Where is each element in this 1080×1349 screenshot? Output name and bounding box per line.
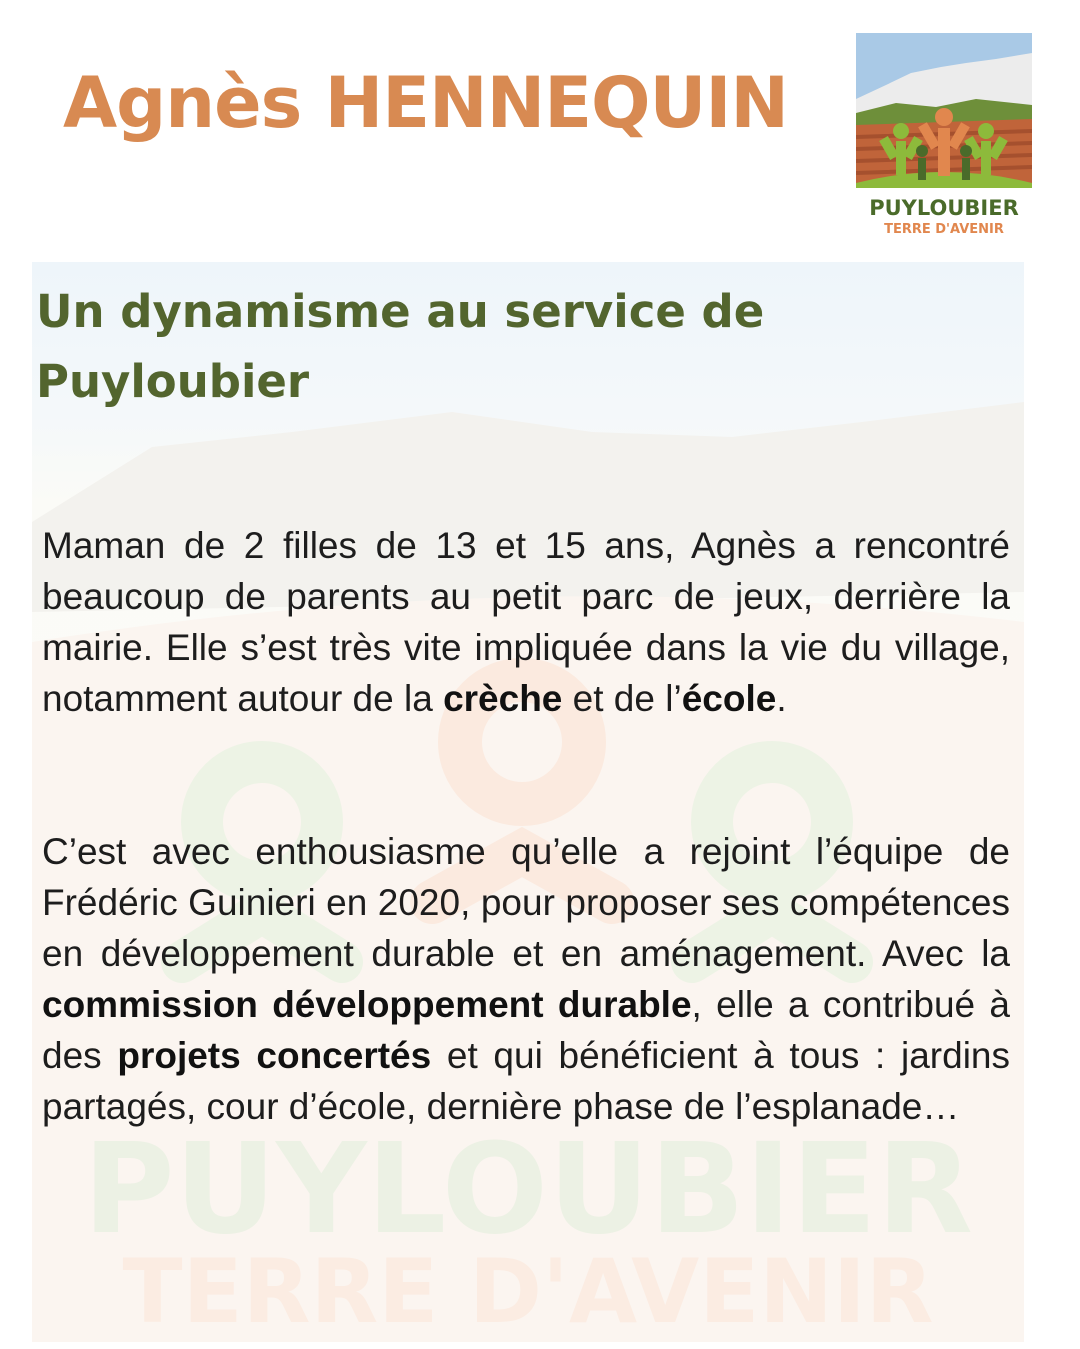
puyloubier-logo <box>856 33 1032 241</box>
logo-watermark <box>32 262 1024 1342</box>
p2-text-1: C’est avec enthousiasme qu’elle a rejoint l’équipe de Frédéric Guinieri en 2020, pour proposer ses compétences en développement durable et en aménagement. Avec la <box>42 831 1010 974</box>
watermark-text-terre-d-avenir: TERRE D'AVENIR <box>122 1240 934 1342</box>
p2-text-3: et qui bénéficient à tous : jardins partagés, cour d’école, dernière phase de l’esplanade… <box>42 1035 1010 1127</box>
paragraph-2 <box>42 826 1010 1132</box>
paragraph-1 <box>42 520 1010 724</box>
logo-text-terre-d-avenir: TERRE D'AVENIR <box>884 222 1004 237</box>
p1-text-1: Maman de 2 filles de 13 et 15 ans, Agnès a rencontré beaucoup de parents au petit parc de jeux, derrière la mairie. Elle s’est très vite impliquée dans la vie du village, notamment autour de la <box>42 525 1010 719</box>
p2-text-2: , elle a contribué à des <box>42 984 1011 1076</box>
p2-bold-commission: commission développement durable <box>42 984 692 1025</box>
p2-bold-projets: projets concertés <box>117 1035 432 1076</box>
page-title: Agnès HENNEQUIN <box>63 62 788 144</box>
watermark-text-puyloubier: PUYLOUBIER <box>82 1117 974 1262</box>
section-heading: Un dynamisme au service de Puyloubier <box>36 285 765 408</box>
p1-text-3: . <box>776 678 787 719</box>
content-panel <box>32 262 1024 1342</box>
p1-bold-creche: crèche <box>443 678 563 719</box>
logo-image <box>856 33 1032 241</box>
p1-text-2: et de l’ <box>562 678 682 719</box>
logo-text-puyloubier: PUYLOUBIER <box>869 196 1019 220</box>
p1-bold-ecole: école <box>681 678 777 719</box>
